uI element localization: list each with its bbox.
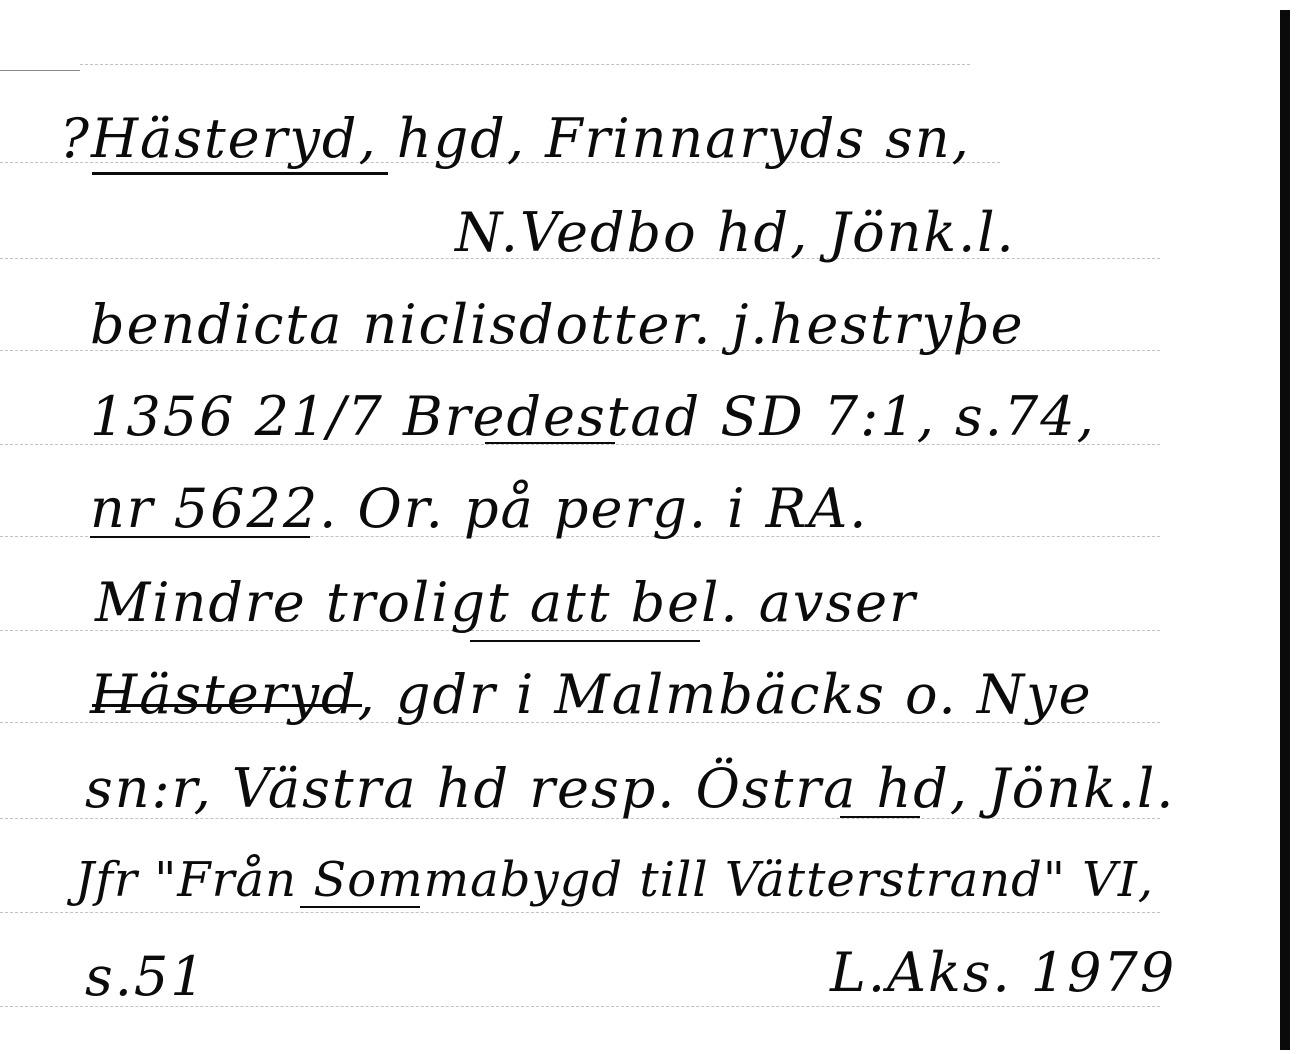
card-line-5: nr 5622. Or. på perg. i RA.: [90, 477, 869, 540]
underline-hd: [840, 816, 920, 818]
card-line-9: Jfr "Från Sommabygd till Vätterstrand" VI,: [75, 852, 1155, 908]
underline-att: [470, 640, 700, 642]
ruled-line-9: [0, 912, 1160, 913]
signature: L.Aks. 1979: [830, 941, 1177, 1004]
card-line-8: sn:r, Västra hd resp. Östra hd, Jönk.l.: [85, 757, 1176, 820]
underline-nr: [90, 536, 310, 538]
card-right-edge: [1280, 10, 1290, 1050]
card-line-1: ?Hästeryd, hgd, Frinnaryds sn,: [60, 107, 971, 170]
card-line-7: Hästeryd, gdr i Malmbäcks o. Nye: [90, 663, 1093, 726]
underline-hasteryd-2: [92, 704, 362, 707]
card-line-6: Mindre troligt att bel. avser: [95, 571, 917, 634]
card-line-3: bendicta niclisdotter. j.hestryþe: [90, 293, 1025, 356]
underline-bredestad: [485, 442, 615, 444]
card-line-2: N.Vedbo hd, Jönk.l.: [455, 201, 1016, 264]
ruled-line-top: [80, 64, 970, 65]
top-left-rule: [0, 70, 80, 71]
underline-hasteryd-1: [92, 172, 388, 175]
card-line-10: s.51: [85, 945, 207, 1008]
underline-somma: [300, 906, 420, 908]
card-line-4: 1356 21/7 Bredestad SD 7:1, s.74,: [90, 385, 1096, 448]
